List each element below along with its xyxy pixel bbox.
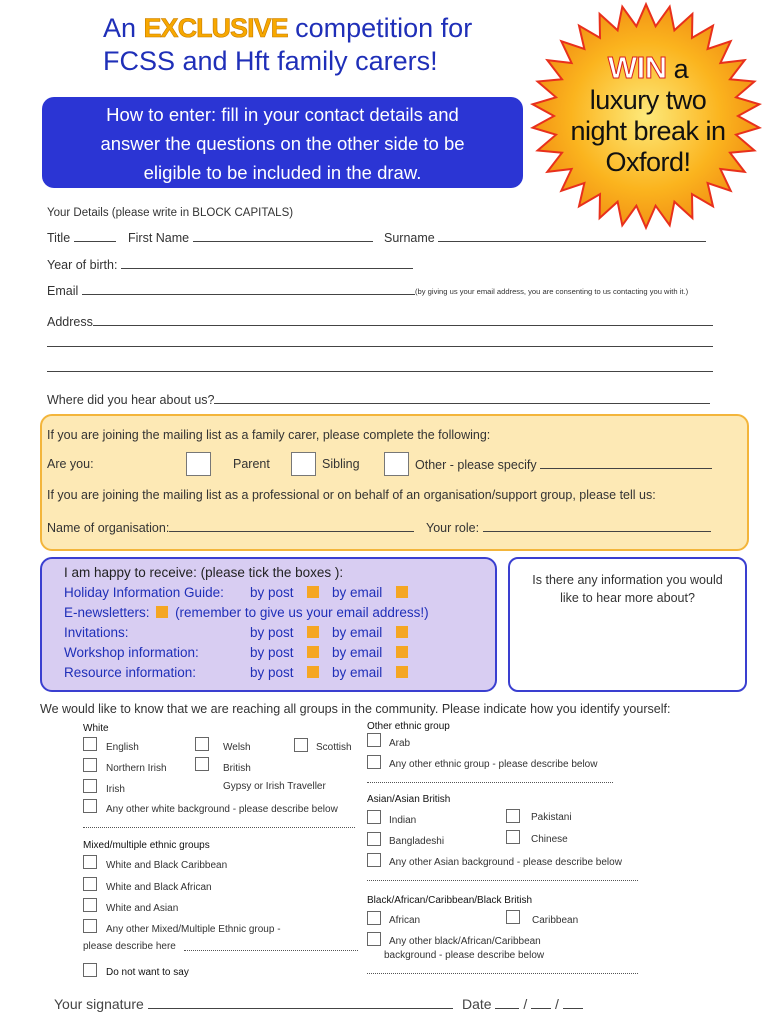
- caribbean-checkbox[interactable]: [506, 910, 520, 924]
- other-ethnic-heading: Other ethnic group: [367, 721, 450, 732]
- northern-irish-label: Northern Irish: [106, 763, 167, 774]
- workshop-by-email[interactable]: by email: [332, 645, 408, 660]
- pakistani-label: Pakistani: [531, 812, 572, 823]
- more-info-box[interactable]: Is there any information you would like to hear more about?: [508, 557, 747, 692]
- professional-intro: If you are joining the mailing list as a professional or on behalf of an organisation/support group, please tell us:: [47, 488, 656, 502]
- indian-checkbox[interactable]: [367, 810, 381, 824]
- welsh-label: Welsh: [223, 742, 251, 753]
- details-heading: Your Details (please write in BLOCK CAPITALS): [47, 207, 294, 219]
- hear-about-us-field[interactable]: Where did you hear about us?: [47, 392, 710, 407]
- irish-checkbox[interactable]: [83, 779, 97, 793]
- white-heading: White: [83, 723, 109, 734]
- organisation-field[interactable]: Name of organisation:: [47, 520, 414, 535]
- other-group-describe-line[interactable]: [367, 782, 613, 783]
- holiday-email-checkbox[interactable]: [396, 586, 408, 598]
- black-heading: Black/African/Caribbean/Black British: [367, 895, 533, 906]
- holiday-label: Holiday Information Guide:: [64, 585, 224, 600]
- any-other-black-label-1: Any other black/African/Caribbean: [389, 936, 541, 947]
- african-checkbox[interactable]: [367, 911, 381, 925]
- first-name-field[interactable]: First Name: [128, 230, 373, 245]
- african-label: African: [389, 915, 421, 926]
- enews-checkbox[interactable]: [156, 606, 168, 618]
- address-line-2[interactable]: [47, 346, 713, 347]
- any-other-black-checkbox[interactable]: [367, 932, 381, 946]
- chinese-label: Chinese: [531, 834, 568, 845]
- holiday-by-post[interactable]: by post: [250, 585, 319, 600]
- holiday-by-email[interactable]: by email: [332, 585, 408, 600]
- black-describe-line[interactable]: [367, 973, 638, 974]
- arab-checkbox[interactable]: [367, 733, 381, 747]
- mixed-describe-line[interactable]: [184, 950, 358, 951]
- any-other-white-checkbox[interactable]: [83, 799, 97, 813]
- burst-line-3: night break in: [570, 116, 726, 146]
- northern-irish-checkbox[interactable]: [83, 758, 97, 772]
- bangladeshi-checkbox[interactable]: [367, 832, 381, 846]
- workshop-email-checkbox[interactable]: [396, 646, 408, 658]
- white-describe-line[interactable]: [83, 827, 355, 828]
- workshop-by-post[interactable]: by post: [250, 645, 319, 660]
- white-asian-checkbox[interactable]: [83, 898, 97, 912]
- bangladeshi-label: Bangladeshi: [389, 836, 445, 847]
- signature-field[interactable]: Your signature: [54, 995, 453, 1012]
- headline: [103, 12, 472, 78]
- are-you-label: Are you:: [47, 457, 94, 471]
- date-field[interactable]: Date / /: [462, 995, 583, 1012]
- arab-label: Arab: [389, 738, 411, 749]
- any-other-black-label-2: background - please describe below: [384, 950, 545, 961]
- burst-line-1: WIN a: [607, 50, 689, 85]
- invitations-by-post[interactable]: by post: [250, 625, 319, 640]
- gypsy-traveller-label: Gypsy or Irish Traveller: [223, 781, 326, 792]
- enews-row: E-newsletters: (remember to give us your email address!): [64, 605, 429, 620]
- resource-by-email[interactable]: by email: [332, 665, 408, 680]
- asian-heading: Asian/Asian British: [367, 794, 451, 805]
- workshop-label: Workshop information:: [64, 645, 199, 660]
- sibling-label: Sibling: [322, 457, 360, 471]
- burst-line-2: luxury two: [589, 85, 707, 115]
- sibling-checkbox[interactable]: [291, 452, 316, 476]
- other-checkbox[interactable]: [384, 452, 409, 476]
- any-other-asian-checkbox[interactable]: [367, 853, 381, 867]
- indian-label: Indian: [389, 815, 417, 826]
- resource-post-checkbox[interactable]: [307, 666, 319, 678]
- invitations-post-checkbox[interactable]: [307, 626, 319, 638]
- how-to-enter-box: How to enter: fill in your contact details and answer the questions on the other side to be eligible to be included in the draw.: [42, 97, 523, 188]
- caribbean-label: Caribbean: [532, 915, 579, 926]
- welsh-checkbox[interactable]: [195, 737, 209, 751]
- scottish-checkbox[interactable]: [294, 738, 308, 752]
- carer-intro: If you are joining the mailing list as a family carer, please complete the following:: [47, 428, 491, 442]
- white-black-african-checkbox[interactable]: [83, 877, 97, 891]
- year-of-birth-field[interactable]: Year of birth:: [47, 257, 413, 272]
- british-checkbox[interactable]: [195, 757, 209, 771]
- email-consent-note: (by giving us your email address, you are consenting to us contacting you with it.): [415, 287, 689, 296]
- receive-heading: I am happy to receive: (please tick the boxes ):: [64, 565, 344, 580]
- holiday-post-checkbox[interactable]: [307, 586, 319, 598]
- any-other-asian-label: Any other Asian background - please describe below: [389, 857, 622, 868]
- invitations-label: Invitations:: [64, 625, 129, 640]
- invitations-by-email[interactable]: by email: [332, 625, 408, 640]
- any-other-mixed-checkbox[interactable]: [83, 919, 97, 933]
- parent-label: Parent: [233, 457, 270, 471]
- address-line-3[interactable]: [47, 371, 713, 372]
- resource-email-checkbox[interactable]: [396, 666, 408, 678]
- headline-line-1: An EXCLUSIVE competition for: [103, 13, 473, 43]
- scottish-label: Scottish: [316, 742, 352, 753]
- exclusive-highlight: EXCLUSIVE: [143, 13, 288, 43]
- burst-line-4: Oxford!: [605, 147, 691, 177]
- any-other-mixed-label: Any other Mixed/Multiple Ethnic group -: [106, 924, 281, 935]
- parent-checkbox[interactable]: [186, 452, 211, 476]
- workshop-post-checkbox[interactable]: [307, 646, 319, 658]
- mixed-heading: Mixed/multiple ethnic groups: [83, 840, 210, 851]
- white-black-caribbean-checkbox[interactable]: [83, 855, 97, 869]
- describe-here-label: please describe here: [83, 941, 176, 952]
- english-label: English: [106, 742, 139, 753]
- invitations-email-checkbox[interactable]: [396, 626, 408, 638]
- resource-label: Resource information:: [64, 665, 197, 680]
- resource-by-post[interactable]: by post: [250, 665, 319, 680]
- headline-line-2: FCSS and Hft family carers!: [103, 46, 438, 76]
- chinese-checkbox[interactable]: [506, 830, 520, 844]
- any-other-white-label: Any other white background - please describe below: [106, 804, 338, 815]
- title-field[interactable]: Title: [47, 230, 116, 245]
- role-field[interactable]: Your role:: [426, 520, 711, 535]
- surname-field[interactable]: Surname: [384, 230, 706, 245]
- any-other-group-label: Any other ethnic group - please describe below: [389, 759, 598, 770]
- any-other-group-checkbox[interactable]: [367, 755, 381, 769]
- british-label: British: [223, 763, 251, 774]
- burst-text: [548, 52, 748, 178]
- do-not-want-to-say-label: Do not want to say: [106, 967, 189, 978]
- white-black-caribbean-label: White and Black Caribbean: [106, 860, 228, 871]
- pakistani-checkbox[interactable]: [506, 809, 520, 823]
- asian-describe-line[interactable]: [367, 880, 638, 881]
- win-word: WIN: [607, 50, 667, 85]
- do-not-want-to-say-checkbox[interactable]: [83, 963, 97, 977]
- address-field[interactable]: Address: [47, 314, 713, 329]
- white-black-african-label: White and Black African: [106, 882, 212, 893]
- ethnicity-intro: We would like to know that we are reaching all groups in the community. Please indicate how you identify yourself:: [40, 702, 671, 716]
- irish-label: Irish: [106, 784, 125, 795]
- email-field[interactable]: Email: [47, 283, 415, 298]
- white-asian-label: White and Asian: [106, 903, 179, 914]
- other-specify-field[interactable]: Other - please specify: [415, 457, 712, 472]
- english-checkbox[interactable]: [83, 737, 97, 751]
